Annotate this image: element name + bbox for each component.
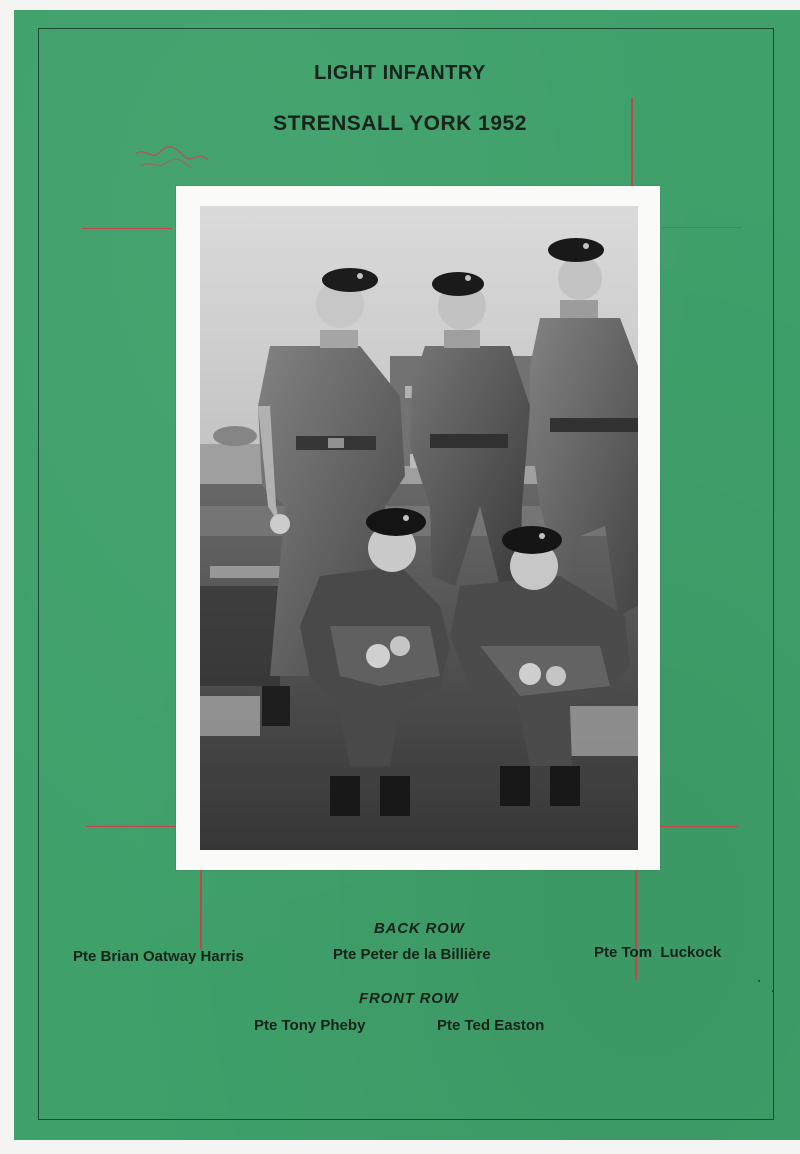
back-row-name-2: Pte Peter de la Billière [333,946,491,963]
crop-mark [660,826,738,827]
crop-mark [86,826,176,827]
speck [772,990,774,992]
pencil-scribble-icon [132,140,212,176]
speck [758,980,760,982]
crop-mark [82,228,172,229]
document-title: LIGHT INFANTRY [314,62,486,84]
back-row-heading: BACK ROW [374,920,465,937]
front-row-heading: FRONT ROW [359,990,459,1007]
front-row-name-2: Pte Ted Easton [437,1017,545,1034]
document-subtitle: STRENSALL YORK 1952 [273,112,527,135]
crop-mark [662,227,742,228]
group-portrait-photo-icon [200,206,638,850]
back-row-name-1: Pte Brian Oatway Harris [73,948,244,965]
back-row-name-3: Pte Tom Luckock [594,944,722,961]
front-row-name-1: Pte Tony Pheby [254,1017,366,1034]
crop-mark [635,870,637,980]
photo-mount [176,186,660,870]
crop-mark [200,870,202,950]
crop-mark [631,98,633,188]
